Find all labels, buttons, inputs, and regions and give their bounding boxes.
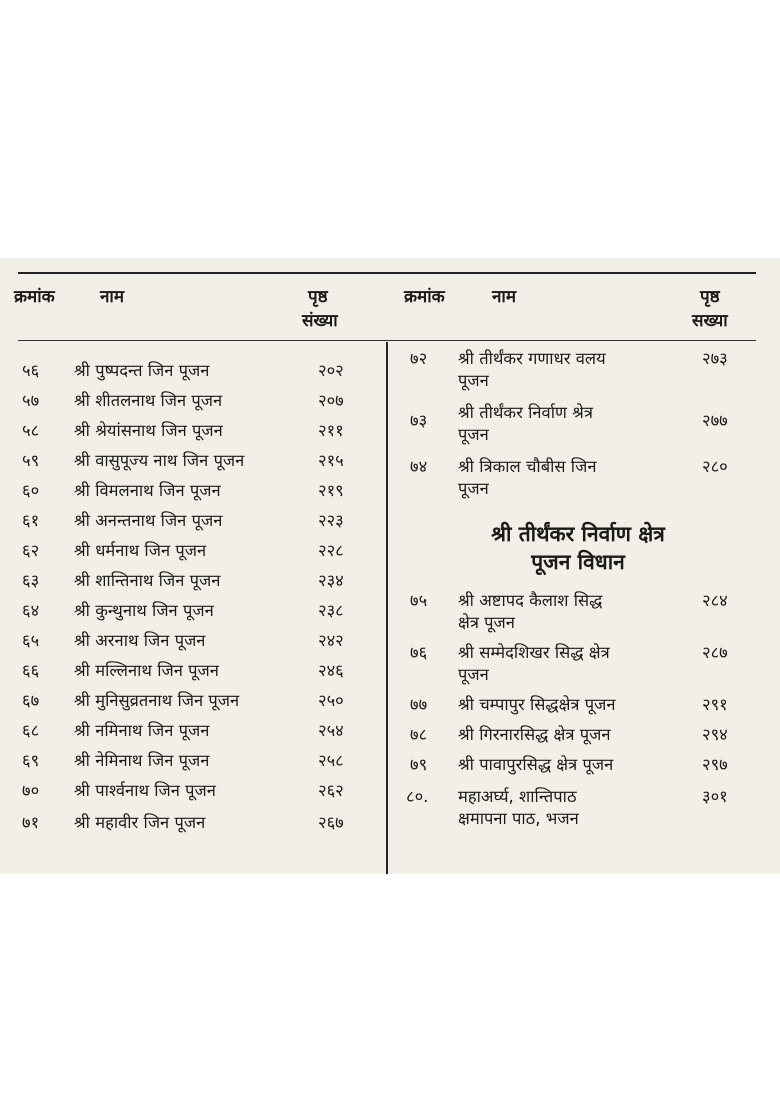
toc-row: [0, 812, 386, 836]
toc-row: [392, 642, 756, 688]
entry-title-continued: क्षमापना पाठ, भजन: [458, 809, 579, 828]
page-number: २९१: [702, 695, 728, 714]
column-divider: [386, 342, 388, 874]
toc-row: [0, 540, 386, 564]
top-rule: [18, 272, 756, 274]
toc-row: [0, 630, 386, 654]
entry-title: श्री मल्लिनाथ जिन पूजन: [74, 661, 219, 680]
serial-number: ६४: [22, 601, 40, 620]
left-header-page: पृष्ठ: [308, 287, 328, 307]
serial-number: ५७: [22, 391, 40, 410]
page-number: २२३: [318, 511, 344, 530]
page-number: २१५: [318, 451, 344, 470]
page-number: २३८: [318, 601, 344, 620]
serial-number: ७०: [22, 781, 40, 800]
toc-row: [0, 420, 386, 444]
toc-row: [0, 750, 386, 774]
page-number: २३४: [318, 571, 344, 590]
serial-number: ७३: [410, 411, 428, 430]
serial-number: ५९: [22, 451, 40, 470]
page-number: २०७: [318, 391, 344, 410]
page-number: २७७: [702, 411, 728, 430]
page-number: ३०१: [702, 787, 728, 806]
serial-number: ८०.: [406, 787, 429, 806]
entry-title: श्री महावीर जिन पूजन: [74, 813, 206, 832]
header-rule: [18, 340, 756, 341]
serial-number: ७२: [410, 349, 428, 368]
toc-row: [392, 456, 756, 502]
page-number: २४६: [318, 661, 344, 680]
page-number: २२८: [318, 541, 344, 560]
page-number: २११: [318, 421, 344, 440]
entry-title-continued: पूजन: [458, 479, 489, 498]
right-header-count: सख्या: [692, 311, 728, 331]
serial-number: ७१: [22, 813, 40, 832]
toc-row: [0, 390, 386, 414]
entry-title: श्री पुष्पदन्त जिन पूजन: [74, 361, 210, 380]
entry-title-continued: क्षेत्र पूजन: [458, 613, 515, 632]
serial-number: ७७: [410, 695, 428, 714]
page-number: २५४: [318, 721, 344, 740]
serial-number: ७८: [410, 725, 428, 744]
entry-title-continued: पूजन: [458, 371, 489, 390]
left-header-serial: क्रमांक: [14, 287, 55, 307]
serial-number: ६८: [22, 721, 40, 740]
entry-title: श्री शीतलनाथ जिन पूजन: [74, 391, 223, 410]
serial-number: ६९: [22, 751, 40, 770]
serial-number: ७६: [410, 643, 428, 662]
toc-row: [0, 480, 386, 504]
serial-number: ७९: [410, 755, 428, 774]
entry-title: श्री कुन्थुनाथ जिन पूजन: [74, 601, 214, 620]
serial-number: ६१: [22, 511, 40, 530]
page-number: २९४: [702, 725, 728, 744]
entry-title: श्री पार्श्वनाथ जिन पूजन: [74, 781, 216, 800]
entry-title: महाअर्घ्य, शान्तिपाठ: [458, 787, 577, 806]
page-number: २८७: [702, 643, 728, 662]
toc-row: [392, 348, 756, 394]
page-number: २६२: [318, 781, 344, 800]
toc-row: [392, 402, 756, 448]
toc-row: [392, 694, 756, 718]
serial-number: ७४: [410, 457, 428, 476]
serial-number: ६२: [22, 541, 40, 560]
toc-row: [0, 600, 386, 624]
toc-row: [392, 786, 756, 832]
entry-title-continued: पूजन: [458, 665, 489, 684]
entry-title: श्री तीर्थंकर निर्वाण श्रेत्र: [458, 403, 593, 422]
entry-title: श्री अनन्तनाथ जिन पूजन: [74, 511, 223, 530]
entry-title: श्री अरनाथ जिन पूजन: [74, 631, 206, 650]
serial-number: ७५: [410, 591, 428, 610]
entry-title: श्री तीर्थंकर गणाधर वलय: [458, 349, 606, 368]
entry-title: श्री विमलनाथ जिन पूजन: [74, 481, 221, 500]
serial-number: ६५: [22, 631, 40, 650]
page-number: २४२: [318, 631, 344, 650]
section-heading-line2: पूजन विधान: [531, 550, 625, 574]
entry-title: श्री सम्मेदशिखर सिद्ध क्षेत्र: [458, 643, 610, 662]
toc-row: [0, 450, 386, 474]
serial-number: ६०: [22, 481, 40, 500]
toc-row: [0, 690, 386, 714]
toc-row: [392, 724, 756, 748]
toc-row: [392, 754, 756, 778]
serial-number: ५६: [22, 361, 40, 380]
entry-title: श्री चम्पापुर सिद्धक्षेत्र पूजन: [458, 695, 616, 714]
page-number: २५८: [318, 751, 344, 770]
left-header-count: संख्या: [302, 311, 338, 331]
toc-row: [0, 570, 386, 594]
serial-number: ६७: [22, 691, 40, 710]
page-number: २७३: [702, 349, 728, 368]
entry-title: श्री शान्तिनाथ जिन पूजन: [74, 571, 221, 590]
entry-title: श्री नमिनाथ जिन पूजन: [74, 721, 210, 740]
entry-title: श्री नेमिनाथ जिन पूजन: [74, 751, 210, 770]
section-heading: श्री तीर्थंकर निर्वाण क्षेत्र: [491, 522, 665, 546]
page-number: २५०: [318, 691, 344, 710]
entry-title: श्री श्रेयांसनाथ जिन पूजन: [74, 421, 223, 440]
toc-row: [0, 720, 386, 744]
entry-title: श्री गिरनारसिद्ध क्षेत्र पूजन: [458, 725, 611, 744]
entry-title: श्री त्रिकाल चौबीस जिन: [458, 457, 597, 476]
entry-title: श्री पावापुरसिद्ध क्षेत्र पूजन: [458, 755, 614, 774]
toc-row: [0, 780, 386, 804]
entry-title: श्री धर्मनाथ जिन पूजन: [74, 541, 207, 560]
right-header-name: नाम: [492, 287, 517, 307]
entry-title: श्री वासुपूज्य नाथ जिन पूजन: [74, 451, 245, 470]
entry-title: श्री अष्टापद कैलाश सिद्ध: [458, 591, 603, 610]
left-header-name: नाम: [100, 287, 125, 307]
page-number: २९७: [702, 755, 728, 774]
page-number: २१९: [318, 481, 344, 500]
toc-row: [0, 360, 386, 384]
entry-title-continued: पूजन: [458, 425, 489, 444]
page-number: २८४: [702, 591, 728, 610]
toc-row: [0, 510, 386, 534]
entry-title: श्री मुनिसुव्रतनाथ जिन पूजन: [74, 691, 240, 710]
page-number: २८०: [702, 457, 728, 476]
serial-number: ६६: [22, 661, 40, 680]
right-header-page: पृष्ठ: [700, 287, 720, 307]
page-number: २६७: [318, 813, 344, 832]
serial-number: ५८: [22, 421, 40, 440]
serial-number: ६३: [22, 571, 40, 590]
page-number: २०२: [318, 361, 344, 380]
toc-row: [0, 660, 386, 684]
right-header-serial: क्रमांक: [404, 287, 445, 307]
toc-row: [392, 590, 756, 636]
